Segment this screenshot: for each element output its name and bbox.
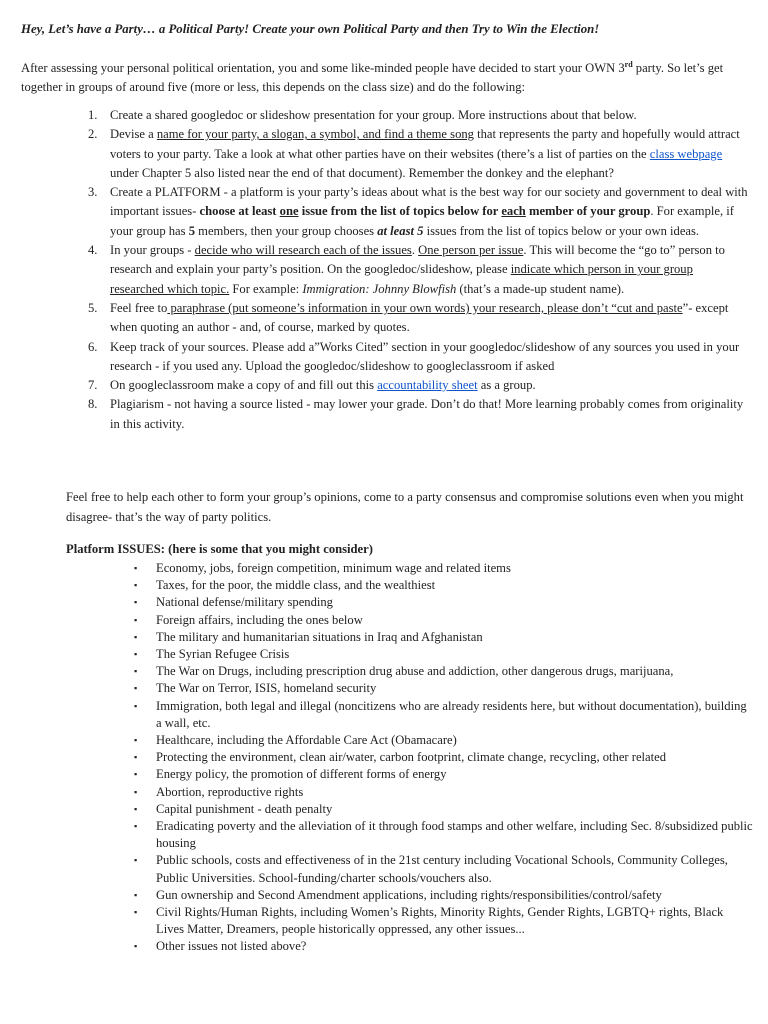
bullet-icon: ▪	[134, 735, 138, 746]
bullet-icon: ▪	[134, 580, 138, 591]
class-webpage-link[interactable]: class webpage	[649, 146, 723, 161]
bullet-icon: ▪	[134, 803, 138, 814]
issue-item	[134, 852, 754, 886]
step-item: 3. Create a PLATFORM - a platform is your party’s ideas about what is the best way for our society and government to deal with important issues- choose at least one issue from the list of topics below for each member of your group. For example, if your group has 5 members, then your group chooses at least 5 issues from the list of topics below or your own ideas.	[88, 185, 748, 238]
step-item: 7. On googleclassroom make a copy of and fill out this accountability sheet as a group.	[58, 376, 748, 395]
bullet-icon: ▪	[134, 821, 138, 832]
bullet-icon: ▪	[134, 666, 138, 677]
issue-text: Foreign affairs, including the ones below	[156, 612, 363, 627]
issue-text: Civil Rights/Human Rights, including Women’s Rights, Minority Rights, Gender Rights, LGBTQ+ rights, Black Lives Matter, Dreamers, people historically oppressed, any other issues...	[156, 905, 724, 937]
issue-item	[134, 732, 754, 749]
step-item: 2. Devise a name for your party, a slogan, a symbol, and find a theme song that represents the party and hopefully would attract voters to your party. Take a look at what other parties have on their websites (there’s a list of parties on the class webpage under Chapter 5 also listed near the end of that document). Remember the donkey and the elephant?	[88, 127, 740, 180]
step-number: 5.	[88, 300, 98, 315]
issues-heading: Platform ISSUES: (here is some that you might consider)	[66, 542, 373, 556]
bullet-icon: ▪	[134, 631, 138, 642]
step-number: 1.	[88, 108, 98, 122]
bullet-icon: ▪	[134, 855, 138, 866]
issue-item	[134, 749, 754, 766]
issue-item	[134, 801, 754, 818]
issue-text: Public schools, costs and effectiveness of in the 21st century including Vocational Schools, Community Colleges, Public Universities. School-funding/charter schools/vouchers also.	[156, 853, 728, 885]
issue-text: Protecting the environment, clean air/water, carbon footprint, climate change, recycling, other related	[156, 750, 667, 765]
issue-text: Taxes, for the poor, the middle class, and the wealthiest	[156, 578, 436, 593]
step-number: 4.	[88, 243, 98, 258]
bullet-icon: ▪	[134, 752, 138, 763]
instruction-steps-list	[58, 106, 748, 434]
issue-item	[134, 818, 754, 852]
step-number: 8.	[88, 397, 98, 412]
accountability-sheet-link[interactable]: accountability sheet	[377, 378, 478, 393]
step-number: 2.	[88, 127, 98, 142]
bullet-icon: ▪	[134, 889, 138, 900]
step-number: 3.	[88, 185, 98, 200]
step-item: 8. Plagiarism - not having a source listed - may lower your grade. Don’t do that! More learning probably comes from originality in this activity.	[88, 397, 744, 431]
issue-item	[134, 577, 754, 594]
issue-text: The Syrian Refugee Crisis	[156, 647, 290, 662]
bullet-icon: ▪	[134, 786, 138, 797]
step-item: 5. Feel free to paraphrase (put someone’s information in your own words) your research, please don’t “cut and paste”- except when quoting an author - and, of course, marked by quotes.	[88, 300, 729, 335]
issues-list	[134, 560, 754, 956]
issue-item	[134, 766, 754, 783]
issue-text: Healthcare, including the Affordable Care Act (Obamacare)	[156, 733, 457, 748]
issue-text: Gun ownership and Second Amendment applications, including rights/responsibilities/control/safety	[156, 887, 662, 902]
bullet-icon: ▪	[134, 907, 138, 918]
issue-text: National defense/military spending	[156, 595, 333, 610]
issue-text: Economy, jobs, foreign competition, minimum wage and related items	[156, 561, 511, 575]
issue-text: Energy policy, the promotion of different forms of energy	[156, 767, 447, 782]
closing-paragraph: Feel free to help each other to form your group’s opinions, come to a party consensus and compromise solutions even when you might disagree- that’s the way of party politics.	[66, 490, 744, 524]
issue-text: Immigration, both legal and illegal (noncitizens who are already residents here, but without documentation), building a wall, etc.	[156, 698, 747, 730]
issue-item	[134, 629, 754, 646]
bullet-icon: ▪	[134, 597, 138, 608]
step-number: 6.	[88, 339, 98, 354]
bullet-icon: ▪	[134, 700, 138, 711]
document-title: Hey, Let’s have a Party… a Political Party! Create your own Political Party and then Try to Win the Election!	[21, 22, 600, 36]
step-item: 6. Keep track of your sources. Please add a”Works Cited” section in your googledoc/slideshow of any sources you used in your research - if you used any. Upload the googledoc/slideshow to googleclassroom if asked	[88, 339, 740, 373]
issue-item	[134, 698, 754, 732]
step-item: 4. In your groups - decide who will research each of the issues. One person per issue. This will become the “go to” person to research and explain your party’s position. On the googledoc/slideshow, please indicate which person in your group researched which topic. For example: Immigration: Johnny Blowfish (that’s a made-up student name).	[88, 243, 725, 296]
issue-text: The War on Drugs, including prescription drug abuse and addiction, other dangerous drugs, marijuana,	[156, 664, 674, 679]
issue-text: The War on Terror, ISIS, homeland security	[156, 681, 377, 696]
issue-item	[134, 938, 754, 955]
issue-item	[134, 612, 754, 629]
issue-item	[134, 663, 754, 680]
issue-text: The military and humanitarian situations in Iraq and Afghanistan	[156, 629, 483, 644]
issue-item	[134, 680, 754, 697]
bullet-icon: ▪	[134, 683, 138, 694]
issue-text: Capital punishment - death penalty	[156, 801, 333, 816]
issue-text: Eradicating poverty and the alleviation of it through food stamps and other welfare, including Sec. 8/subsidized public housing	[156, 819, 753, 851]
bullet-icon: ▪	[134, 563, 138, 573]
step-number: 7.	[88, 378, 98, 393]
issue-item	[134, 784, 754, 801]
bullet-icon: ▪	[134, 614, 138, 625]
bullet-icon: ▪	[134, 649, 138, 660]
issue-text: Abortion, reproductive rights	[156, 784, 304, 799]
bullet-icon: ▪	[134, 769, 138, 780]
issue-item	[134, 904, 754, 938]
issue-item	[134, 594, 754, 611]
issue-item	[134, 646, 754, 663]
intro-paragraph: After assessing your personal political orientation, you and some like-minded people have decided to start your OWN 3rd party. So let’s get together in groups of around five (more or less, this depends on the class size) and do the following:	[21, 60, 724, 95]
step-item: 1. Create a shared googledoc or slideshow presentation for your group. More instructions about that below.	[58, 106, 748, 125]
issue-item	[134, 887, 754, 904]
issue-text: Other issues not listed above?	[156, 939, 307, 954]
bullet-icon: ▪	[134, 941, 138, 952]
issue-item	[134, 560, 754, 577]
